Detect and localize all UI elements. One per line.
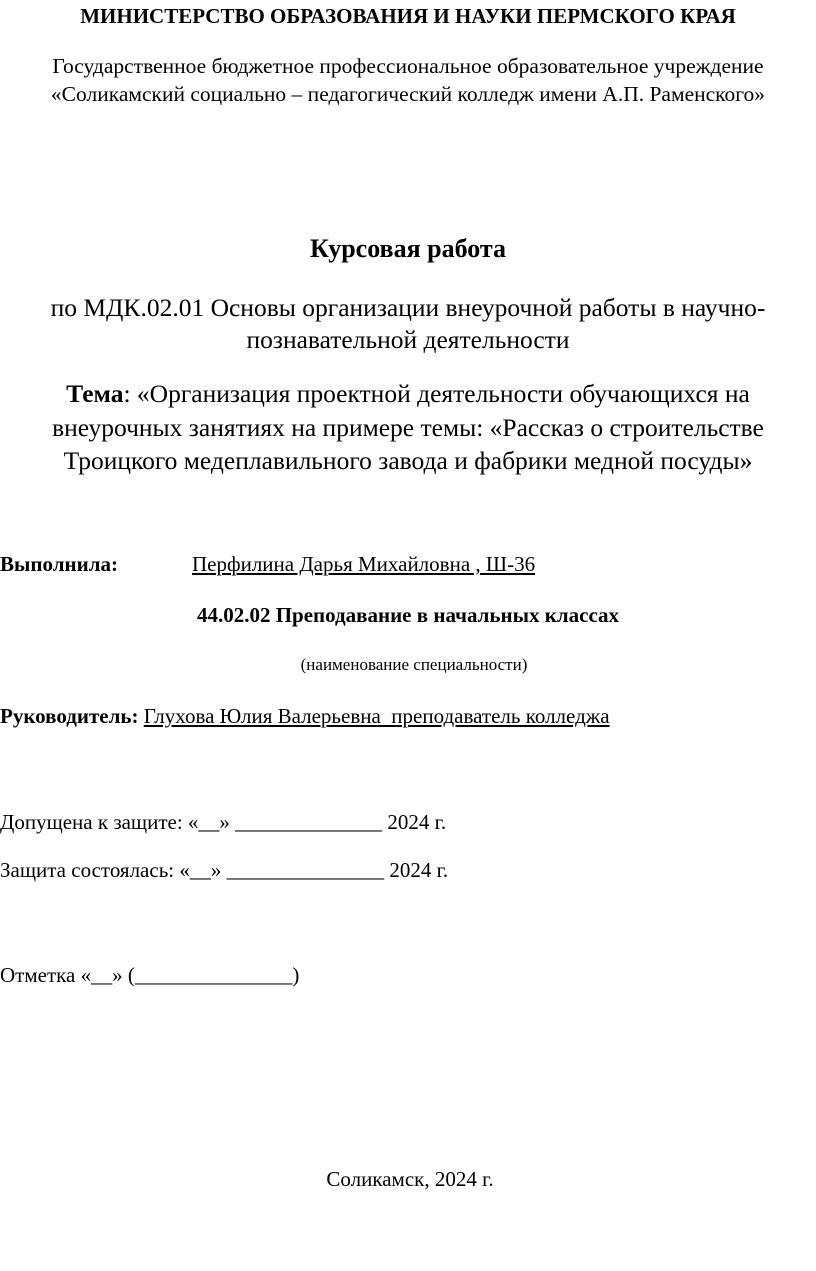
specialty-hint: (наименование специальности) — [300, 655, 528, 674]
topic-line-2: внеурочных занятиях на примере темы: «Рассказ о строительстве — [52, 413, 764, 442]
topic-line-3: Троицкого медеплавильного завода и фабрики медной посуды» — [63, 446, 753, 475]
document-title: Курсовая работа — [309, 234, 507, 263]
supervisor-row — [0, 704, 816, 729]
topic-text-1: : «Организация проектной деятельности обучающихся на — [123, 379, 750, 408]
topic-line-1 — [0, 379, 816, 409]
performer-value: Перфилина Дарья Михайловна , Ш-36 — [192, 552, 536, 576]
grade-line: Отметка «__» (_______________) — [0, 963, 300, 987]
supervisor-label: Руководитель: — [0, 704, 139, 728]
institution-name-line-1: Государственное бюджетное профессиональное образовательное учреждение — [52, 54, 764, 78]
admitted-to-defense: Допущена к защите: «__» ______________ 2024 г. — [0, 810, 447, 834]
subject-line-2: познавательной деятельности — [246, 325, 570, 354]
topic-label: Тема — [66, 379, 124, 408]
performer-row — [0, 552, 816, 577]
specialty-name: 44.02.02 Преподавание в начальных классах — [196, 603, 620, 627]
subject-line-1: по МДК.02.01 Основы организации внеурочной работы в научно- — [50, 293, 766, 322]
supervisor-value: Глухова Юлия Валерьевна преподаватель колледжа — [143, 704, 610, 728]
city-year: Соликамск, 2024 г. — [326, 1167, 494, 1191]
performer-label: Выполнила: — [0, 552, 118, 576]
ministry-heading: МИНИСТЕРСТВО ОБРАЗОВАНИЯ И НАУКИ ПЕРМСКОГО КРАЯ — [80, 4, 736, 28]
institution-name-line-2: «Соликамский социально – педагогический колледж имени А.П. Раменского» — [50, 82, 766, 106]
defense-held: Защита состоялась: «__» _______________ 2024 г. — [0, 858, 449, 882]
